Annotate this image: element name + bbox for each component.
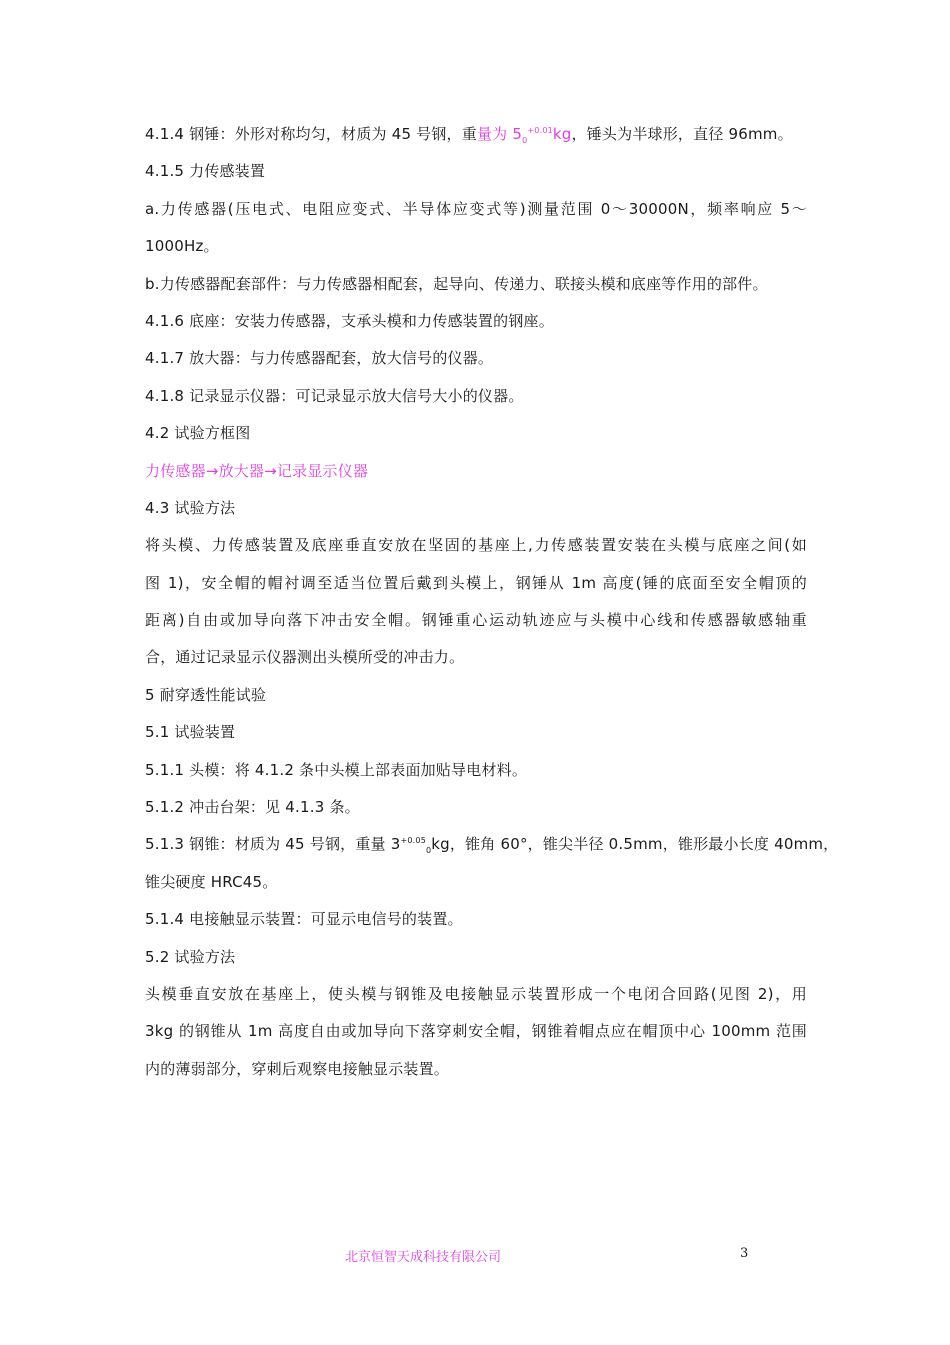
item-4-1-8-recorder: 4.1.8 记录显示仪器：可记录显示放大信号大小的仪器。 (145, 386, 524, 405)
item-a-force-sensor-cont: 1000Hz。 (145, 237, 219, 256)
item-5-1-3-cont: 锥尖硬度 HRC45。 (145, 872, 278, 891)
text-run: kg，锥角 60°，锥尖半径 0.5mm，锥形最小长度 40mm， (431, 835, 839, 854)
block-diagram-flow: 力传感器→放大器→记录显示仪器 (145, 461, 369, 480)
paragraph-4-3-line-1: 将头模、力传感装置及底座垂直安放在坚固的基座上,力传感装置安装在头模与底座之间(如 (145, 536, 807, 555)
paragraph-4-3-line-3: 距离)自由或加导向落下冲击安全帽。钢锤重心运动轨迹应与头模中心线和传感器敏感轴重 (145, 611, 807, 630)
document-body (145, 116, 839, 1088)
tolerance-lower: 0 (522, 136, 528, 145)
paragraph-5-2-line-3: 内的薄弱部分，穿刺后观察电接触显示装置。 (145, 1059, 450, 1078)
text-run: 4.1.4 钢锤：外形对称均匀，材质为 45 号钢，重 (145, 125, 477, 143)
highlighted-unit: kg (552, 125, 572, 143)
heading-5-2: 5.2 试验方法 (145, 947, 236, 966)
item-a-force-sensor: a.力传感器(压电式、电阻应变式、半导体应变式等)测量范围 0～30000N，频率响应 5～ (145, 199, 807, 218)
page-number: 3 (740, 1246, 749, 1261)
highlighted-text: 量为 5 (476, 125, 523, 143)
item-4-1-6-base: 4.1.6 底座：安装力传感器，支承头模和力传感装置的钢座。 (145, 311, 554, 330)
item-5-1-1-head-model: 5.1.1 头模：将 4.1.2 条中头模上部表面加贴导电材料。 (145, 760, 528, 779)
item-5-1-2-impact-frame: 5.1.2 冲击台架：见 4.1.3 条。 (145, 798, 360, 817)
heading-5-1: 5.1 试验装置 (145, 723, 236, 742)
tolerance-lower: 0 (426, 846, 432, 856)
paragraph-5-2-line-1: 头模垂直安放在基座上，使头模与钢锥及电接触显示装置形成一个电闭合回路(见图 2)，用 (145, 984, 807, 1003)
tolerance-upper: +0.05 (400, 836, 426, 846)
item-5-1-4-contact-display: 5.1.4 电接触显示装置：可显示电信号的装置。 (145, 910, 463, 929)
paragraph-4-3-line-2: 图 1)，安全帽的帽衬调至适当位置后戴到头模上，钢锤从 1m 高度(锤的底面至安全帽顶的 (145, 573, 807, 592)
paragraph-4-3-line-4: 合，通过记录显示仪器测出头模所受的冲击力。 (145, 648, 465, 667)
heading-5: 5 耐穿透性能试验 (145, 685, 267, 704)
heading-4-2: 4.2 试验方框图 (145, 424, 251, 443)
heading-4-3: 4.3 试验方法 (145, 498, 236, 517)
footer-company-name: 北京恒智天成科技有限公司 (345, 1250, 502, 1265)
tolerance-upper: +0.01 (527, 126, 553, 135)
item-4-1-4-steel-hammer (145, 116, 807, 153)
item-b-sensor-parts: b.力传感器配套部件：与力传感器相配套，起导向、传递力、联接头模和底座等作用的部件。 (145, 274, 768, 293)
item-5-1-3-steel-cone (145, 826, 839, 863)
item-4-1-7-amplifier: 4.1.7 放大器：与力传感器配套，放大信号的仪器。 (145, 349, 494, 368)
text-run: 5.1.3 钢锥：材质为 45 号钢，重量 3 (145, 835, 401, 854)
text-run: ，锤头为半球形，直径 96mm。 (571, 125, 793, 143)
paragraph-5-2-line-2: 3kg 的钢锥从 1m 高度自由或加导向下落穿刺安全帽，钢锥着帽点应在帽顶中心 100mm 范围 (145, 1022, 807, 1041)
page-footer (0, 1246, 950, 1266)
heading-4-1-5: 4.1.5 力传感装置 (145, 162, 266, 181)
